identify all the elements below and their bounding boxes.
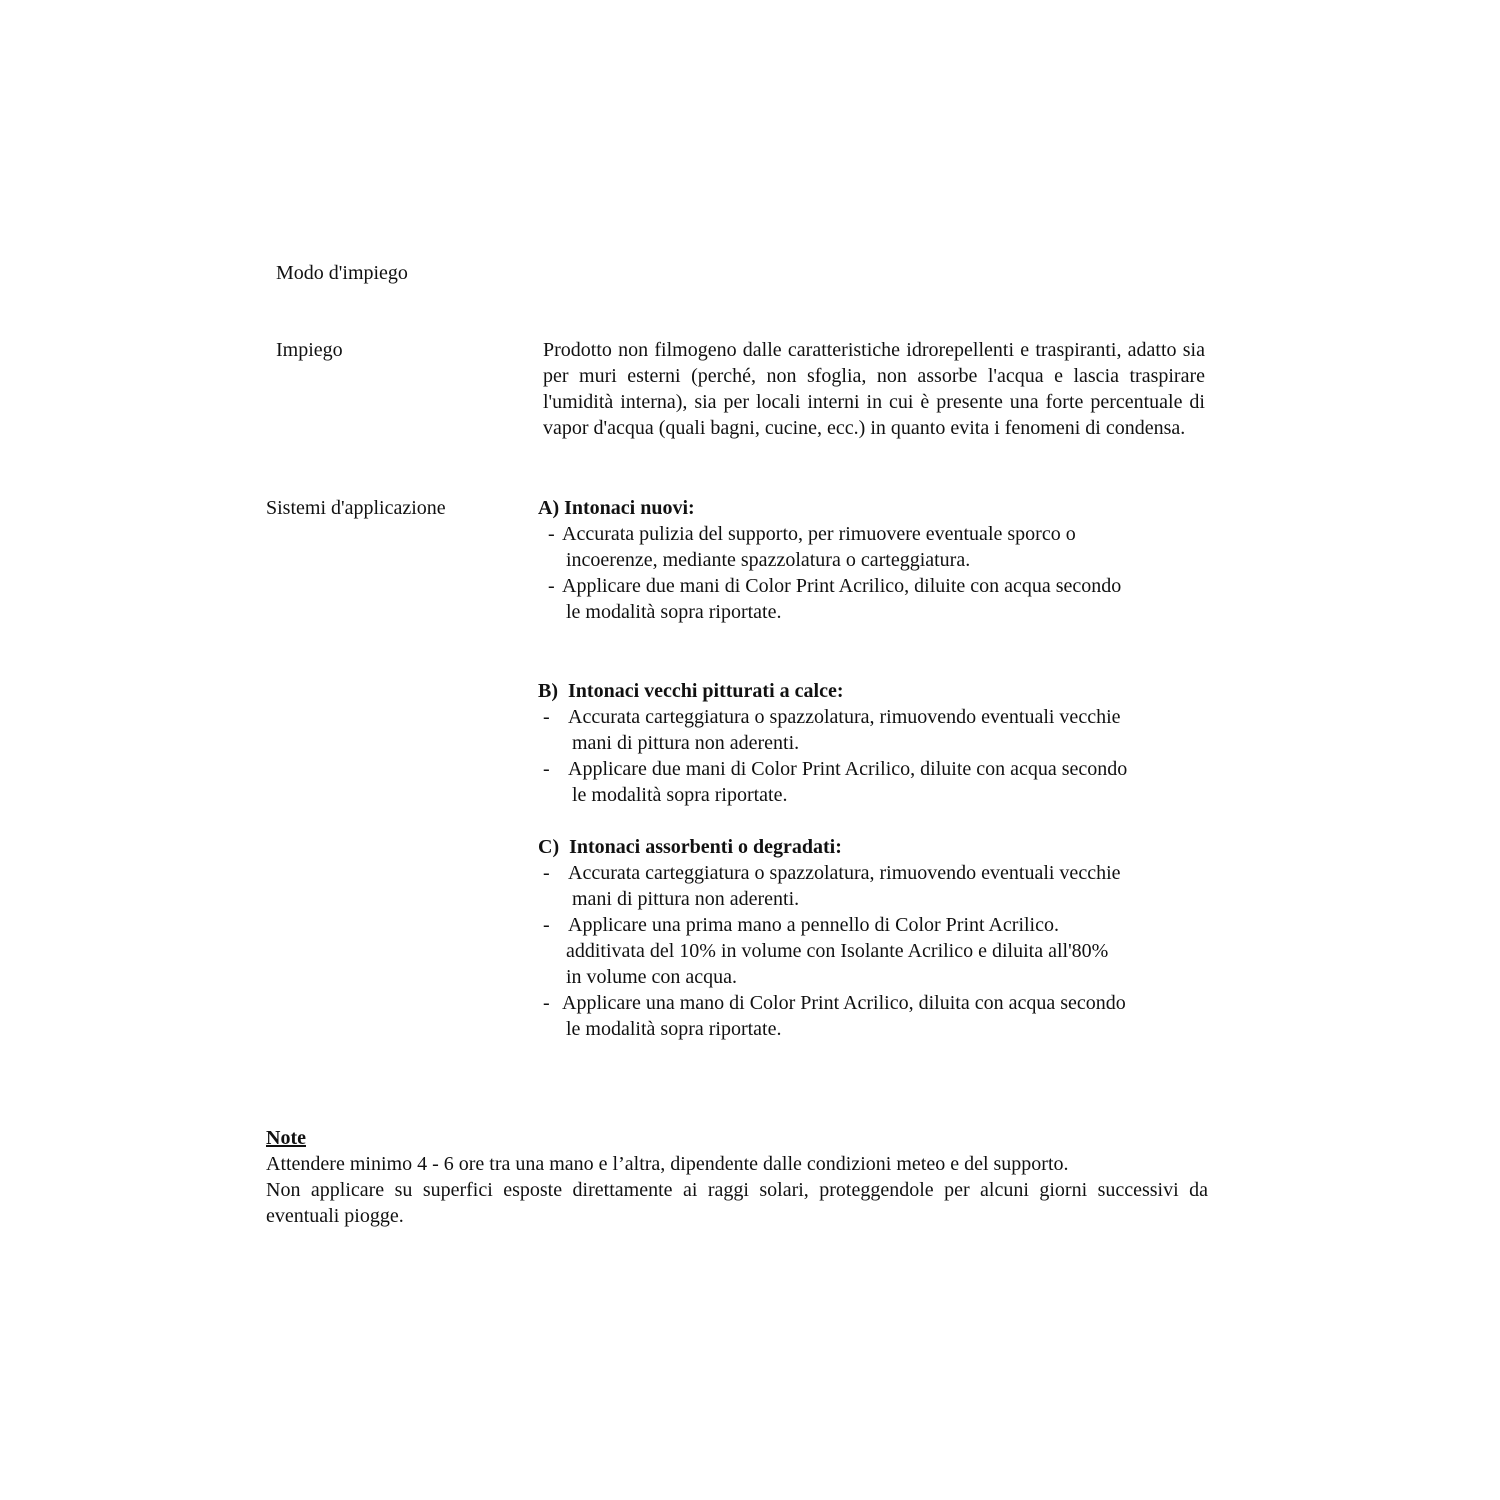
list-item-line: incoerenze, mediante spazzolatura o carteggiatura. [566,549,971,571]
section-b [538,678,1218,808]
section-title-modo-impiego: Modo d'impiego [276,262,408,284]
section-a-title: A) Intonaci nuovi: [538,497,695,519]
list-item-line: additivata del 10% in volume con Isolante Acrilico e diluita all'80% [566,940,1109,962]
impiego-label: Impiego [276,339,343,361]
section-c-title: C) Intonaci assorbenti o degradati: [538,836,842,858]
list-item-line: in volume con acqua. [566,966,738,988]
dash-bullet: - [548,575,555,597]
dash-bullet: - [543,706,550,728]
dash-bullet: - [543,862,550,884]
list-item-line: le modalità sopra riportate. [572,784,788,806]
list-item-line: Applicare una mano di Color Print Acrilico, diluita con acqua secondo [562,992,1126,1014]
list-item [538,912,1218,990]
list-item [538,573,1218,625]
list-item [538,704,1218,756]
section-b-title: B) Intonaci vecchi pitturati a calce: [538,680,844,702]
note-paragraph: Non applicare su superfici esposte direttamente ai raggi solari, proteggendole per alcuni giorni successivi da eventuali piogge. [266,1179,1208,1227]
sistemi-label: Sistemi d'applicazione [266,497,446,519]
list-item-line: Applicare due mani di Color Print Acrilico, diluite con acqua secondo [562,575,1122,597]
list-item-line: le modalità sopra riportate. [566,601,782,623]
section-c [538,834,1218,1042]
list-item-line: Accurata pulizia del supporto, per rimuovere eventuale sporco o [562,523,1076,545]
list-item-line: Applicare due mani di Color Print Acrilico, diluite con acqua secondo [568,758,1128,780]
section-a [538,495,1218,625]
note-line: Attendere minimo 4 - 6 ore tra una mano e l’altra, dipendente dalle condizioni meteo e del supporto. [266,1153,1069,1175]
dash-bullet: - [543,914,550,936]
note-title: Note [266,1127,306,1149]
impiego-description: Prodotto non filmogeno dalle caratteristiche idrorepellenti e traspiranti, adatto sia per muri esterni (perché, non sfoglia, non assorbe l'acqua e lascia traspirare l'umidità interna), sia per locali interni in cui è presente una forte percentuale di vapor d'acqua (quali bagni, cucine, ecc.) in quanto evita i fenomeni di condensa. [543,339,1205,439]
list-item-line: Applicare una prima mano a pennello di Color Print Acrilico. [568,914,1059,936]
list-item [538,860,1218,912]
list-item [538,990,1218,1042]
list-item [538,521,1218,573]
list-item [538,756,1218,808]
list-item-line: le modalità sopra riportate. [566,1018,782,1040]
note-section [266,1125,1208,1229]
list-item-line: Accurata carteggiatura o spazzolatura, rimuovendo eventuali vecchie [568,862,1121,884]
list-item-line: Accurata carteggiatura o spazzolatura, rimuovendo eventuali vecchie [568,706,1121,728]
list-item-line: mani di pittura non aderenti. [572,888,800,910]
dash-bullet: - [543,992,550,1014]
list-item-line: mani di pittura non aderenti. [572,732,800,754]
dash-bullet: - [548,523,555,545]
dash-bullet: - [543,758,550,780]
